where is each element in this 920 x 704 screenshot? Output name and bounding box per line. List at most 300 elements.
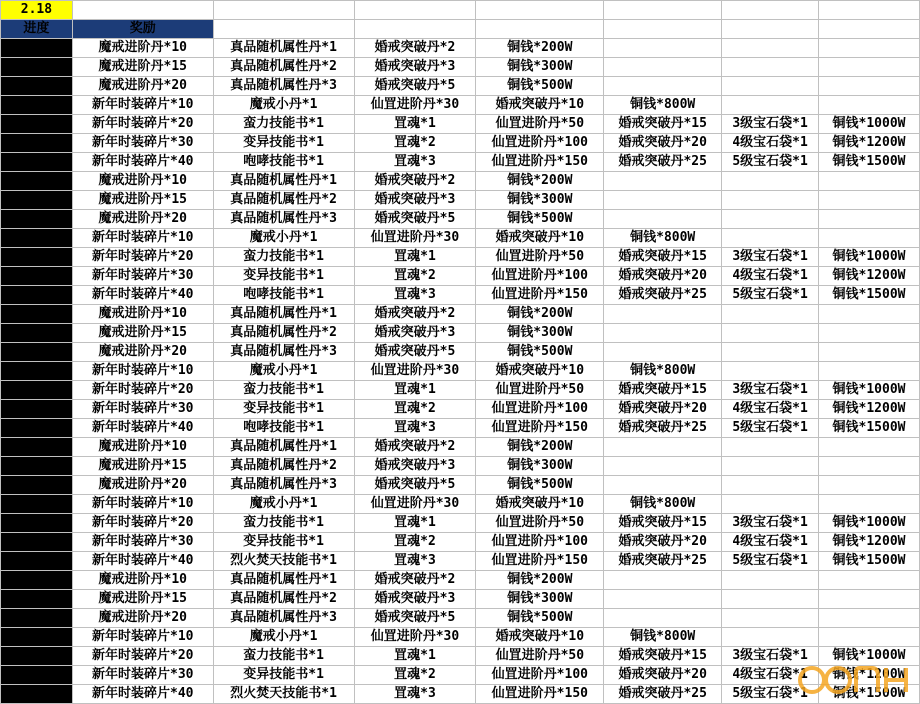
empty-cell[interactable] bbox=[819, 438, 920, 457]
reward-cell[interactable]: 变异技能书*1 bbox=[213, 533, 354, 552]
reward-cell[interactable]: 罝魂*1 bbox=[354, 514, 476, 533]
reward-cell[interactable]: 铜钱*200W bbox=[476, 172, 604, 191]
reward-cell[interactable]: 婚戒突破丹*10 bbox=[476, 628, 604, 647]
reward-cell[interactable]: 仙罝进阶丹*100 bbox=[476, 666, 604, 685]
progress-cell[interactable]: 2563 bbox=[1, 191, 73, 210]
reward-cell[interactable]: 婚戒突破丹*25 bbox=[604, 552, 722, 571]
progress-cell[interactable]: 73969 bbox=[1, 685, 73, 704]
progress-cell[interactable]: 20688 bbox=[1, 533, 73, 552]
reward-cell[interactable]: 铜钱*500W bbox=[476, 77, 604, 96]
reward-cell[interactable]: 咆哮技能书*1 bbox=[213, 286, 354, 305]
reward-cell[interactable]: 真品随机属性丹*1 bbox=[213, 305, 354, 324]
reward-cell[interactable]: 蛮力技能书*1 bbox=[213, 647, 354, 666]
reward-cell[interactable]: 新年时装碎片*20 bbox=[72, 248, 213, 267]
reward-cell[interactable]: 罝魂*3 bbox=[354, 286, 476, 305]
empty-cell[interactable] bbox=[819, 343, 920, 362]
reward-cell[interactable]: 仙罝进阶丹*30 bbox=[354, 362, 476, 381]
reward-cell[interactable]: 婚戒突破丹*20 bbox=[604, 400, 722, 419]
reward-cell[interactable]: 婚戒突破丹*20 bbox=[604, 666, 722, 685]
reward-cell[interactable]: 3级宝石袋*1 bbox=[722, 647, 819, 666]
reward-cell[interactable]: 铜钱*800W bbox=[604, 495, 722, 514]
reward-cell[interactable]: 铜钱*300W bbox=[476, 191, 604, 210]
progress-cell[interactable]: 550 bbox=[1, 96, 73, 115]
reward-cell[interactable]: 罝魂*1 bbox=[354, 248, 476, 267]
reward-cell[interactable]: 婚戒突破丹*15 bbox=[604, 248, 722, 267]
empty-cell[interactable] bbox=[604, 609, 722, 628]
reward-cell[interactable]: 真品随机属性丹*3 bbox=[213, 77, 354, 96]
progress-cell[interactable]: 400 bbox=[1, 77, 73, 96]
reward-cell[interactable]: 真品随机属性丹*3 bbox=[213, 343, 354, 362]
empty-cell[interactable] bbox=[722, 20, 819, 39]
progress-cell[interactable]: 6063 bbox=[1, 343, 73, 362]
empty-cell[interactable] bbox=[604, 590, 722, 609]
reward-cell[interactable]: 仙罝进阶丹*100 bbox=[476, 134, 604, 153]
reward-cell[interactable]: 铜钱*1200W bbox=[819, 134, 920, 153]
reward-cell[interactable]: 铜钱*1500W bbox=[819, 685, 920, 704]
reward-cell[interactable]: 仙罝进阶丹*50 bbox=[476, 115, 604, 134]
reward-cell[interactable]: 新年时装碎片*10 bbox=[72, 628, 213, 647]
reward-cell[interactable]: 真品随机属性丹*2 bbox=[213, 590, 354, 609]
reward-cell[interactable]: 新年时装碎片*20 bbox=[72, 381, 213, 400]
empty-cell[interactable] bbox=[819, 77, 920, 96]
reward-cell[interactable]: 5级宝石袋*1 bbox=[722, 153, 819, 172]
reward-cell[interactable]: 罝魂*3 bbox=[354, 685, 476, 704]
reward-cell[interactable]: 5级宝石袋*1 bbox=[722, 419, 819, 438]
progress-cell[interactable]: 1600 bbox=[1, 134, 73, 153]
reward-cell[interactable]: 铜钱*300W bbox=[476, 457, 604, 476]
empty-cell[interactable] bbox=[819, 362, 920, 381]
reward-cell[interactable]: 婚戒突破丹*3 bbox=[354, 58, 476, 77]
reward-cell[interactable]: 新年时装碎片*30 bbox=[72, 666, 213, 685]
reward-cell[interactable]: 铜钱*1000W bbox=[819, 381, 920, 400]
reward-cell[interactable]: 魔戒进阶丹*15 bbox=[72, 590, 213, 609]
reward-cell[interactable]: 婚戒突破丹*3 bbox=[354, 590, 476, 609]
reward-cell[interactable]: 仙罝进阶丹*50 bbox=[476, 248, 604, 267]
reward-cell[interactable]: 罝魂*3 bbox=[354, 153, 476, 172]
reward-cell[interactable]: 新年时装碎片*30 bbox=[72, 533, 213, 552]
reward-cell[interactable]: 婚戒突破丹*3 bbox=[354, 191, 476, 210]
empty-cell[interactable] bbox=[819, 628, 920, 647]
reward-cell[interactable]: 3级宝石袋*1 bbox=[722, 248, 819, 267]
reward-cell[interactable]: 婚戒突破丹*5 bbox=[354, 210, 476, 229]
reward-cell[interactable]: 仙罝进阶丹*30 bbox=[354, 495, 476, 514]
progress-cell[interactable]: 5375 bbox=[1, 305, 73, 324]
empty-cell[interactable] bbox=[722, 39, 819, 58]
empty-cell[interactable] bbox=[354, 1, 476, 20]
table-row bbox=[1, 96, 920, 115]
reward-cell[interactable]: 仙罝进阶丹*100 bbox=[476, 533, 604, 552]
reward-cell[interactable]: 蛮力技能书*1 bbox=[213, 381, 354, 400]
reward-cell[interactable]: 真品随机属性丹*3 bbox=[213, 210, 354, 229]
header-reward[interactable]: 奖励 bbox=[72, 20, 213, 39]
reward-cell[interactable]: 婚戒突破丹*25 bbox=[604, 419, 722, 438]
progress-cell[interactable]: 12250 bbox=[1, 457, 73, 476]
reward-cell[interactable]: 变异技能书*1 bbox=[213, 400, 354, 419]
reward-cell[interactable]: 魔戒进阶丹*10 bbox=[72, 305, 213, 324]
empty-cell[interactable] bbox=[604, 172, 722, 191]
reward-cell[interactable]: 铜钱*300W bbox=[476, 590, 604, 609]
reward-cell[interactable]: 蛮力技能书*1 bbox=[213, 248, 354, 267]
empty-cell[interactable] bbox=[819, 229, 920, 248]
empty-cell[interactable] bbox=[722, 210, 819, 229]
reward-cell[interactable]: 婚戒突破丹*5 bbox=[354, 476, 476, 495]
reward-cell[interactable]: 真品随机属性丹*2 bbox=[213, 457, 354, 476]
reward-cell[interactable]: 婚戒突破丹*5 bbox=[354, 77, 476, 96]
empty-cell[interactable] bbox=[604, 77, 722, 96]
empty-cell[interactable] bbox=[213, 20, 354, 39]
reward-cell[interactable]: 新年时装碎片*30 bbox=[72, 267, 213, 286]
reward-cell[interactable]: 仙罝进阶丹*30 bbox=[354, 229, 476, 248]
progress-cell[interactable]: 1050 bbox=[1, 115, 73, 134]
empty-cell[interactable] bbox=[604, 191, 722, 210]
reward-cell[interactable]: 魔戒进阶丹*10 bbox=[72, 571, 213, 590]
reward-cell[interactable]: 罝魂*2 bbox=[354, 400, 476, 419]
reward-cell[interactable]: 铜钱*500W bbox=[476, 609, 604, 628]
reward-cell[interactable]: 仙罝进阶丹*50 bbox=[476, 381, 604, 400]
reward-cell[interactable]: 魔戒进阶丹*20 bbox=[72, 609, 213, 628]
reward-cell[interactable]: 婚戒突破丹*15 bbox=[604, 381, 722, 400]
reward-cell[interactable]: 婚戒突破丹*5 bbox=[354, 343, 476, 362]
reward-cell[interactable]: 新年时装碎片*40 bbox=[72, 419, 213, 438]
reward-cell[interactable]: 铜钱*1000W bbox=[819, 647, 920, 666]
reward-cell[interactable]: 铜钱*200W bbox=[476, 571, 604, 590]
empty-cell[interactable] bbox=[819, 476, 920, 495]
empty-cell[interactable] bbox=[604, 438, 722, 457]
empty-cell[interactable] bbox=[722, 628, 819, 647]
reward-cell[interactable]: 罝魂*2 bbox=[354, 134, 476, 153]
empty-cell[interactable] bbox=[722, 476, 819, 495]
progress-cell[interactable]: 30219 bbox=[1, 590, 73, 609]
progress-cell[interactable]: 250 bbox=[1, 58, 73, 77]
progress-cell[interactable]: 7688 bbox=[1, 381, 73, 400]
reward-cell[interactable]: 5级宝石袋*1 bbox=[722, 552, 819, 571]
reward-cell[interactable]: 新年时装碎片*30 bbox=[72, 134, 213, 153]
reward-cell[interactable]: 婚戒突破丹*15 bbox=[604, 514, 722, 533]
progress-cell[interactable]: 2938 bbox=[1, 229, 73, 248]
empty-cell[interactable] bbox=[722, 305, 819, 324]
empty-cell[interactable] bbox=[722, 77, 819, 96]
reward-cell[interactable]: 婚戒突破丹*15 bbox=[604, 647, 722, 666]
reward-cell[interactable]: 魔戒进阶丹*20 bbox=[72, 476, 213, 495]
reward-cell[interactable]: 罝魂*2 bbox=[354, 533, 476, 552]
reward-cell[interactable]: 仙罝进阶丹*150 bbox=[476, 685, 604, 704]
reward-cell[interactable]: 婚戒突破丹*2 bbox=[354, 172, 476, 191]
reward-cell[interactable]: 新年时装碎片*40 bbox=[72, 552, 213, 571]
progress-cell[interactable]: 33500 bbox=[1, 609, 73, 628]
empty-cell[interactable] bbox=[819, 324, 920, 343]
reward-cell[interactable]: 仙罝进阶丹*100 bbox=[476, 267, 604, 286]
reward-cell[interactable]: 4级宝石袋*1 bbox=[722, 134, 819, 153]
reward-cell[interactable]: 新年时装碎片*10 bbox=[72, 96, 213, 115]
empty-cell[interactable] bbox=[604, 1, 722, 20]
reward-cell[interactable]: 仙罝进阶丹*50 bbox=[476, 514, 604, 533]
reward-cell[interactable]: 仙罝进阶丹*30 bbox=[354, 96, 476, 115]
reward-cell[interactable]: 新年时装碎片*20 bbox=[72, 647, 213, 666]
reward-cell[interactable]: 铜钱*200W bbox=[476, 438, 604, 457]
reward-cell[interactable]: 烈火焚天技能书*1 bbox=[213, 552, 354, 571]
reward-cell[interactable]: 婚戒突破丹*10 bbox=[476, 362, 604, 381]
reward-cell[interactable]: 蛮力技能书*1 bbox=[213, 115, 354, 134]
reward-cell[interactable]: 魔戒进阶丹*20 bbox=[72, 210, 213, 229]
reward-cell[interactable]: 真品随机属性丹*3 bbox=[213, 609, 354, 628]
reward-cell[interactable]: 铜钱*1500W bbox=[819, 286, 920, 305]
reward-cell[interactable]: 魔戒小丹*1 bbox=[213, 229, 354, 248]
reward-cell[interactable]: 魔戒进阶丹*15 bbox=[72, 457, 213, 476]
reward-cell[interactable]: 铜钱*800W bbox=[604, 229, 722, 248]
empty-cell[interactable] bbox=[604, 457, 722, 476]
empty-cell[interactable] bbox=[722, 457, 819, 476]
reward-cell[interactable]: 铜钱*1500W bbox=[819, 153, 920, 172]
reward-cell[interactable]: 魔戒小丹*1 bbox=[213, 96, 354, 115]
reward-cell[interactable]: 真品随机属性丹*2 bbox=[213, 191, 354, 210]
reward-cell[interactable]: 魔戒小丹*1 bbox=[213, 628, 354, 647]
empty-cell[interactable] bbox=[476, 20, 604, 39]
empty-cell[interactable] bbox=[819, 58, 920, 77]
reward-cell[interactable]: 罝魂*2 bbox=[354, 267, 476, 286]
progress-cell[interactable]: 2407 bbox=[1, 172, 73, 191]
empty-cell[interactable] bbox=[819, 210, 920, 229]
progress-cell[interactable]: 11469 bbox=[1, 438, 73, 457]
reward-cell[interactable]: 铜钱*200W bbox=[476, 305, 604, 324]
reward-cell[interactable]: 铜钱*800W bbox=[604, 628, 722, 647]
reward-cell[interactable]: 真品随机属性丹*1 bbox=[213, 571, 354, 590]
reward-cell[interactable]: 婚戒突破丹*25 bbox=[604, 153, 722, 172]
reward-cell[interactable]: 新年时装碎片*40 bbox=[72, 685, 213, 704]
reward-cell[interactable]: 魔戒小丹*1 bbox=[213, 495, 354, 514]
progress-cell[interactable]: 5688 bbox=[1, 324, 73, 343]
reward-cell[interactable]: 婚戒突破丹*25 bbox=[604, 685, 722, 704]
progress-cell[interactable]: 5063 bbox=[1, 286, 73, 305]
progress-cell[interactable]: 47719 bbox=[1, 647, 73, 666]
empty-cell[interactable] bbox=[722, 495, 819, 514]
reward-cell[interactable]: 铜钱*800W bbox=[604, 362, 722, 381]
date-cell[interactable]: 2.18 bbox=[1, 1, 73, 20]
reward-cell[interactable]: 罝魂*2 bbox=[354, 666, 476, 685]
reward-cell[interactable]: 魔戒进阶丹*15 bbox=[72, 58, 213, 77]
reward-cell[interactable]: 罝魂*1 bbox=[354, 115, 476, 134]
reward-cell[interactable]: 婚戒突破丹*2 bbox=[354, 39, 476, 58]
empty-cell[interactable] bbox=[819, 20, 920, 39]
progress-cell[interactable]: 24750 bbox=[1, 552, 73, 571]
progress-cell[interactable]: 27485 bbox=[1, 571, 73, 590]
progress-cell[interactable]: 9063 bbox=[1, 400, 73, 419]
reward-cell[interactable]: 婚戒突破丹*10 bbox=[476, 96, 604, 115]
reward-cell[interactable]: 仙罝进阶丹*100 bbox=[476, 400, 604, 419]
reward-cell[interactable]: 铜钱*1500W bbox=[819, 419, 920, 438]
reward-cell[interactable]: 婚戒突破丹*5 bbox=[354, 609, 476, 628]
reward-cell[interactable]: 铜钱*500W bbox=[476, 343, 604, 362]
reward-cell[interactable]: 蛮力技能书*1 bbox=[213, 514, 354, 533]
reward-cell[interactable]: 3级宝石袋*1 bbox=[722, 514, 819, 533]
empty-cell[interactable] bbox=[819, 305, 920, 324]
empty-cell[interactable] bbox=[722, 58, 819, 77]
reward-cell[interactable]: 罝魂*3 bbox=[354, 419, 476, 438]
reward-cell[interactable]: 魔戒进阶丹*15 bbox=[72, 191, 213, 210]
reward-cell[interactable]: 5级宝石袋*1 bbox=[722, 685, 819, 704]
reward-cell[interactable]: 铜钱*1200W bbox=[819, 400, 920, 419]
reward-cell[interactable]: 铜钱*1000W bbox=[819, 514, 920, 533]
reward-cell[interactable]: 铜钱*1500W bbox=[819, 552, 920, 571]
reward-cell[interactable]: 婚戒突破丹*3 bbox=[354, 324, 476, 343]
reward-cell[interactable]: 仙罝进阶丹*150 bbox=[476, 552, 604, 571]
progress-cell[interactable]: 36782 bbox=[1, 628, 73, 647]
reward-cell[interactable]: 铜钱*1000W bbox=[819, 248, 920, 267]
empty-cell[interactable] bbox=[604, 343, 722, 362]
empty-cell[interactable] bbox=[819, 1, 920, 20]
header-progress[interactable]: 进度 bbox=[1, 20, 73, 39]
progress-cell[interactable]: 13188 bbox=[1, 476, 73, 495]
reward-cell[interactable]: 仙罝进阶丹*50 bbox=[476, 647, 604, 666]
reward-cell[interactable]: 婚戒突破丹*2 bbox=[354, 438, 476, 457]
reward-cell[interactable]: 真品随机属性丹*1 bbox=[213, 172, 354, 191]
reward-cell[interactable]: 真品随机属性丹*2 bbox=[213, 324, 354, 343]
reward-cell[interactable]: 铜钱*1200W bbox=[819, 533, 920, 552]
table-row bbox=[1, 77, 920, 96]
reward-cell[interactable]: 变异技能书*1 bbox=[213, 666, 354, 685]
reward-cell[interactable]: 婚戒突破丹*20 bbox=[604, 267, 722, 286]
empty-cell[interactable] bbox=[819, 495, 920, 514]
reward-cell[interactable]: 婚戒突破丹*20 bbox=[604, 533, 722, 552]
progress-cell[interactable]: 125 bbox=[1, 39, 73, 58]
reward-cell[interactable]: 铜钱*800W bbox=[604, 96, 722, 115]
progress-cell[interactable]: 14125 bbox=[1, 495, 73, 514]
reward-cell[interactable]: 新年时装碎片*20 bbox=[72, 115, 213, 134]
reward-cell[interactable]: 烈火焚天技能书*1 bbox=[213, 685, 354, 704]
reward-cell[interactable]: 魔戒进阶丹*20 bbox=[72, 343, 213, 362]
reward-cell[interactable]: 3级宝石袋*1 bbox=[722, 381, 819, 400]
reward-cell[interactable]: 婚戒突破丹*25 bbox=[604, 286, 722, 305]
reward-cell[interactable]: 婚戒突破丹*10 bbox=[476, 229, 604, 248]
reward-cell[interactable]: 仙罝进阶丹*30 bbox=[354, 628, 476, 647]
reward-cell[interactable]: 婚戒突破丹*20 bbox=[604, 134, 722, 153]
progress-cell[interactable]: 2250 bbox=[1, 153, 73, 172]
reward-cell[interactable]: 铜钱*200W bbox=[476, 39, 604, 58]
reward-cell[interactable]: 仙罝进阶丹*150 bbox=[476, 153, 604, 172]
reward-cell[interactable]: 婚戒突破丹*2 bbox=[354, 571, 476, 590]
reward-cell[interactable]: 铜钱*300W bbox=[476, 324, 604, 343]
reward-cell[interactable]: 新年时装碎片*10 bbox=[72, 495, 213, 514]
reward-cell[interactable]: 仙罝进阶丹*150 bbox=[476, 286, 604, 305]
empty-cell[interactable] bbox=[722, 362, 819, 381]
progress-cell[interactable]: 17250 bbox=[1, 514, 73, 533]
empty-cell[interactable] bbox=[722, 438, 819, 457]
empty-cell[interactable] bbox=[722, 191, 819, 210]
reward-cell[interactable]: 魔戒进阶丹*10 bbox=[72, 438, 213, 457]
reward-cell[interactable]: 魔戒进阶丹*15 bbox=[72, 324, 213, 343]
empty-cell[interactable] bbox=[819, 571, 920, 590]
empty-cell[interactable] bbox=[604, 305, 722, 324]
reward-cell[interactable]: 铜钱*1200W bbox=[819, 267, 920, 286]
reward-cell[interactable]: 罝魂*3 bbox=[354, 552, 476, 571]
empty-cell[interactable] bbox=[722, 590, 819, 609]
reward-cell[interactable]: 咆哮技能书*1 bbox=[213, 153, 354, 172]
reward-cell[interactable]: 5级宝石袋*1 bbox=[722, 286, 819, 305]
empty-cell[interactable] bbox=[604, 39, 722, 58]
table-row bbox=[1, 495, 920, 514]
table-row bbox=[1, 457, 920, 476]
empty-cell[interactable] bbox=[354, 20, 476, 39]
reward-cell[interactable]: 魔戒进阶丹*10 bbox=[72, 172, 213, 191]
empty-cell[interactable] bbox=[213, 1, 354, 20]
reward-cell[interactable]: 真品随机属性丹*2 bbox=[213, 58, 354, 77]
reward-cell[interactable]: 4级宝石袋*1 bbox=[722, 267, 819, 286]
reward-cell[interactable]: 4级宝石袋*1 bbox=[722, 533, 819, 552]
progress-cell[interactable]: 4250 bbox=[1, 267, 73, 286]
progress-cell[interactable]: 2750 bbox=[1, 210, 73, 229]
empty-cell[interactable] bbox=[604, 210, 722, 229]
reward-cell[interactable]: 3级宝石袋*1 bbox=[722, 115, 819, 134]
empty-cell[interactable] bbox=[722, 324, 819, 343]
reward-cell[interactable]: 4级宝石袋*1 bbox=[722, 666, 819, 685]
reward-cell[interactable]: 变异技能书*1 bbox=[213, 267, 354, 286]
reward-cell[interactable]: 新年时装碎片*10 bbox=[72, 229, 213, 248]
reward-cell[interactable]: 4级宝石袋*1 bbox=[722, 400, 819, 419]
reward-cell[interactable]: 咆哮技能书*1 bbox=[213, 419, 354, 438]
reward-cell[interactable]: 婚戒突破丹*10 bbox=[476, 495, 604, 514]
reward-cell[interactable]: 真品随机属性丹*1 bbox=[213, 39, 354, 58]
empty-cell[interactable] bbox=[722, 343, 819, 362]
empty-cell[interactable] bbox=[722, 571, 819, 590]
empty-cell[interactable] bbox=[604, 324, 722, 343]
empty-cell[interactable] bbox=[72, 1, 213, 20]
reward-cell[interactable]: 新年时装碎片*40 bbox=[72, 153, 213, 172]
reward-cell[interactable]: 魔戒进阶丹*20 bbox=[72, 77, 213, 96]
reward-cell[interactable]: 婚戒突破丹*2 bbox=[354, 305, 476, 324]
reward-cell[interactable]: 魔戒进阶丹*10 bbox=[72, 39, 213, 58]
progress-cell[interactable]: 6438 bbox=[1, 362, 73, 381]
reward-cell[interactable]: 铜钱*300W bbox=[476, 58, 604, 77]
empty-cell[interactable] bbox=[604, 20, 722, 39]
empty-cell[interactable] bbox=[722, 96, 819, 115]
empty-cell[interactable] bbox=[604, 58, 722, 77]
reward-cell[interactable]: 铜钱*1000W bbox=[819, 115, 920, 134]
empty-cell[interactable] bbox=[819, 609, 920, 628]
reward-cell[interactable]: 罝魂*1 bbox=[354, 647, 476, 666]
reward-cell[interactable]: 真品随机属性丹*3 bbox=[213, 476, 354, 495]
reward-cell[interactable]: 魔戒小丹*1 bbox=[213, 362, 354, 381]
empty-cell[interactable] bbox=[722, 1, 819, 20]
reward-cell[interactable]: 新年时装碎片*20 bbox=[72, 514, 213, 533]
reward-cell[interactable]: 变异技能书*1 bbox=[213, 134, 354, 153]
reward-cell[interactable]: 婚戒突破丹*15 bbox=[604, 115, 722, 134]
reward-cell[interactable]: 铜钱*500W bbox=[476, 210, 604, 229]
empty-cell[interactable] bbox=[819, 96, 920, 115]
empty-cell[interactable] bbox=[819, 590, 920, 609]
reward-cell[interactable]: 新年时装碎片*40 bbox=[72, 286, 213, 305]
reward-cell[interactable]: 新年时装碎片*30 bbox=[72, 400, 213, 419]
progress-cell[interactable]: 10688 bbox=[1, 419, 73, 438]
progress-cell[interactable]: 59750 bbox=[1, 666, 73, 685]
reward-cell[interactable]: 新年时装碎片*10 bbox=[72, 362, 213, 381]
empty-cell[interactable] bbox=[722, 229, 819, 248]
empty-cell[interactable] bbox=[604, 476, 722, 495]
empty-cell[interactable] bbox=[722, 172, 819, 191]
reward-cell[interactable]: 罝魂*1 bbox=[354, 381, 476, 400]
reward-cell[interactable]: 婚戒突破丹*3 bbox=[354, 457, 476, 476]
reward-cell[interactable]: 铜钱*1200W bbox=[819, 666, 920, 685]
reward-cell[interactable]: 真品随机属性丹*1 bbox=[213, 438, 354, 457]
empty-cell[interactable] bbox=[819, 457, 920, 476]
empty-cell[interactable] bbox=[819, 191, 920, 210]
progress-cell[interactable]: 3563 bbox=[1, 248, 73, 267]
empty-cell[interactable] bbox=[819, 172, 920, 191]
reward-cell[interactable]: 仙罝进阶丹*150 bbox=[476, 419, 604, 438]
empty-cell[interactable] bbox=[722, 609, 819, 628]
empty-cell[interactable] bbox=[476, 1, 604, 20]
empty-cell[interactable] bbox=[819, 39, 920, 58]
reward-cell[interactable]: 铜钱*500W bbox=[476, 476, 604, 495]
empty-cell[interactable] bbox=[604, 571, 722, 590]
